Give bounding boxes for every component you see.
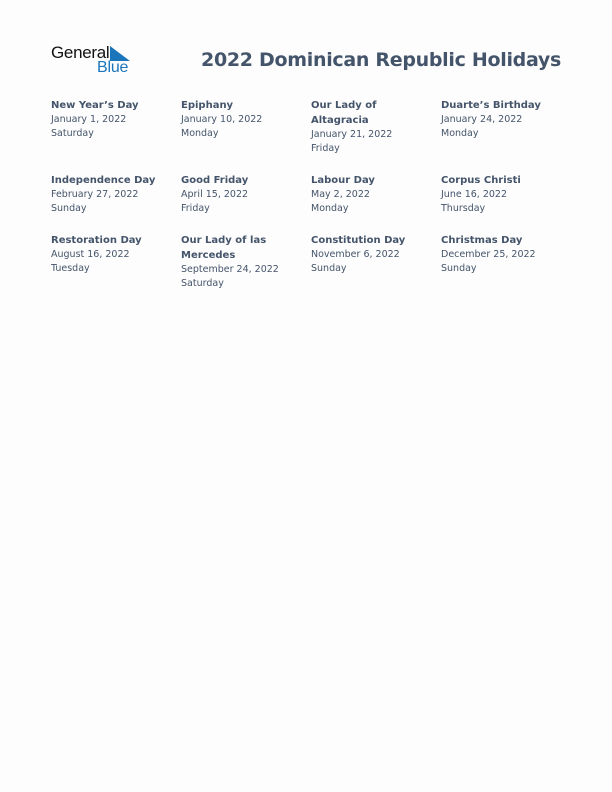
holiday-name: Labour Day — [311, 175, 375, 186]
holiday-item — [311, 173, 441, 216]
holiday-weekday: Tuesday — [51, 263, 90, 274]
holiday-weekday: Sunday — [311, 263, 347, 274]
holiday-weekday: Monday — [181, 128, 219, 139]
holiday-name: Constitution Day — [311, 235, 406, 246]
holiday-weekday: Saturday — [51, 128, 94, 139]
holiday-weekday: Sunday — [51, 203, 87, 214]
holiday-name: Christmas Day — [441, 235, 523, 246]
holiday-item — [51, 98, 181, 156]
holiday-weekday: Thursday — [441, 203, 486, 214]
holiday-item — [181, 233, 311, 291]
holiday-item — [51, 233, 181, 291]
holiday-weekday: Saturday — [181, 278, 224, 289]
holiday-weekday: Monday — [441, 128, 479, 139]
holiday-date: January 10, 2022 — [181, 114, 263, 125]
holiday-item — [51, 173, 181, 216]
holiday-name: Duarte’s Birthday — [441, 100, 541, 111]
holiday-name: Independence Day — [51, 175, 156, 186]
holiday-weekday: Monday — [311, 203, 349, 214]
holiday-item — [181, 98, 311, 156]
holiday-date: January 1, 2022 — [51, 114, 127, 125]
holiday-date: January 21, 2022 — [311, 129, 393, 140]
logo-word-general: General — [51, 43, 110, 62]
holiday-date: January 24, 2022 — [441, 114, 523, 125]
holiday-item — [311, 98, 441, 156]
holiday-date: September 24, 2022 — [181, 264, 279, 275]
holiday-date: May 2, 2022 — [311, 189, 370, 200]
holiday-date: August 16, 2022 — [51, 249, 130, 260]
holiday-name: New Year’s Day — [51, 100, 139, 111]
holiday-date: November 6, 2022 — [311, 249, 400, 260]
holiday-item — [441, 98, 571, 156]
holiday-name: Corpus Christi — [441, 175, 521, 186]
holiday-grid — [51, 98, 571, 291]
holiday-name: Restoration Day — [51, 235, 142, 246]
holiday-item — [311, 233, 441, 291]
holiday-weekday: Friday — [311, 143, 340, 154]
holiday-name: Our Lady of las Mercedes — [181, 235, 267, 261]
general-blue-logo — [51, 43, 141, 79]
logo-word-blue: Blue — [97, 59, 129, 76]
holiday-item — [441, 233, 571, 291]
holiday-date: February 27, 2022 — [51, 189, 139, 200]
holiday-item — [181, 173, 311, 216]
holiday-date: December 25, 2022 — [441, 249, 536, 260]
holiday-weekday: Friday — [181, 203, 210, 214]
holiday-weekday: Sunday — [441, 263, 477, 274]
holiday-name: Our Lady of Altagracia — [311, 100, 377, 126]
holiday-name: Good Friday — [181, 175, 249, 186]
holiday-name: Epiphany — [181, 100, 234, 111]
holiday-date: June 16, 2022 — [441, 189, 508, 200]
page-title: 2022 Dominican Republic Holidays — [201, 49, 561, 71]
holiday-item — [441, 173, 571, 216]
holiday-date: April 15, 2022 — [181, 189, 249, 200]
